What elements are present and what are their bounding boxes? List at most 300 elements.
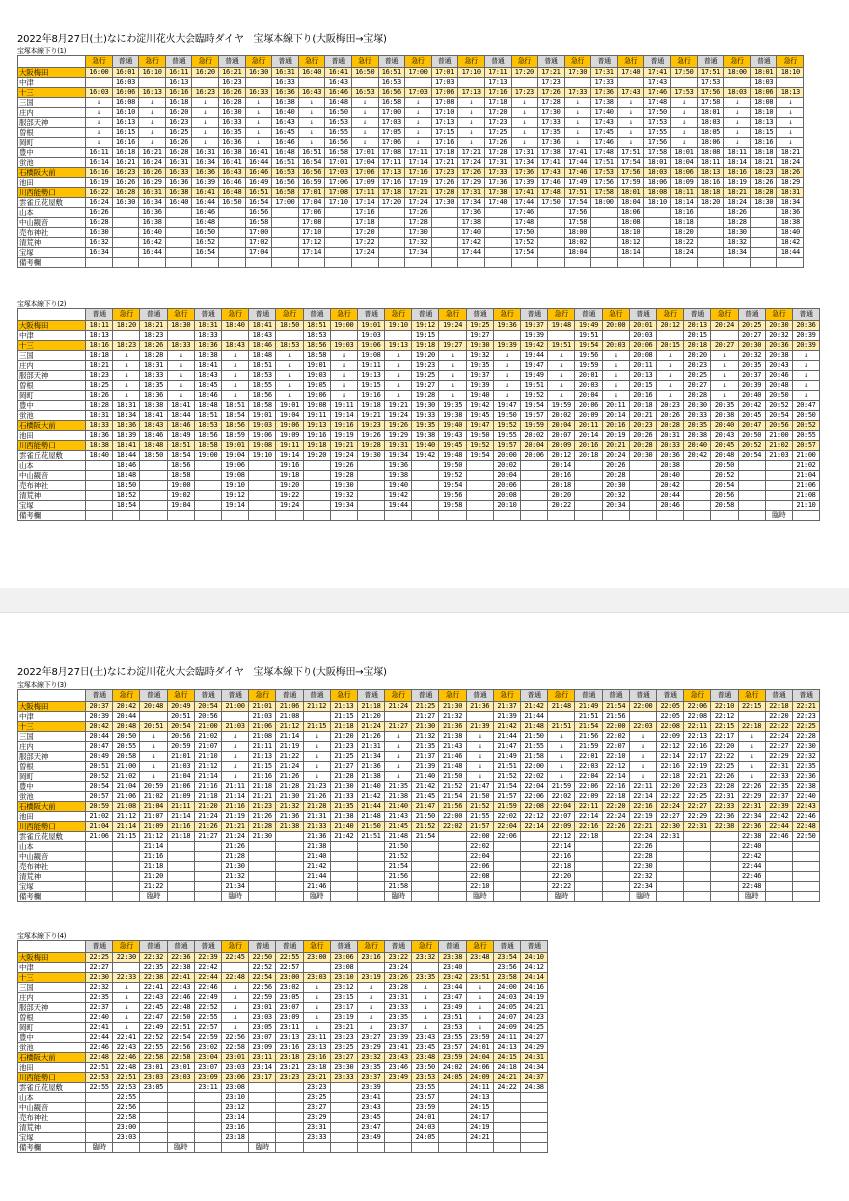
time-cell: 16:43 <box>218 168 245 178</box>
time-cell: 20:52 <box>765 401 792 411</box>
time-cell: 24:37 <box>521 1073 548 1083</box>
time-cell: 17:11 <box>405 148 432 158</box>
time-cell: 16:53 <box>325 118 352 128</box>
time-cell: ↓ <box>276 371 303 381</box>
train-type-cell: 急行 <box>738 690 765 702</box>
note-cell <box>439 1143 466 1153</box>
time-cell: 16:30 <box>218 108 245 118</box>
time-cell: 21:12 <box>113 812 140 822</box>
note-cell <box>548 511 575 521</box>
time-cell: 22:06 <box>521 792 548 802</box>
time-cell: 17:21 <box>458 148 485 158</box>
train-type-cell: 普通 <box>167 941 194 953</box>
time-cell: 17:43 <box>538 168 565 178</box>
time-cell: 19:44 <box>521 351 548 361</box>
train-type-cell: 普通 <box>249 309 276 321</box>
time-cell: 19:38 <box>385 471 412 481</box>
time-cell <box>249 1103 276 1113</box>
time-cell <box>249 842 276 852</box>
time-cell: 21:07 <box>194 742 221 752</box>
train-type-cell: 普通 <box>357 690 384 702</box>
time-cell: 17:34 <box>511 158 538 168</box>
station-name: 蛍池 <box>18 158 86 168</box>
time-cell: 22:24 <box>602 812 629 822</box>
time-cell: 21:16 <box>194 782 221 792</box>
time-cell: 16:46 <box>272 138 299 148</box>
time-cell: ↓ <box>548 391 575 401</box>
time-cell: 23:16 <box>276 1043 303 1053</box>
time-cell <box>521 481 548 491</box>
time-cell <box>521 1113 548 1123</box>
table-row <box>18 973 548 983</box>
time-cell: 23:19 <box>330 1013 357 1023</box>
time-cell: 22:36 <box>792 772 819 782</box>
time-cell: ↓ <box>221 371 248 381</box>
time-cell: 20:51 <box>86 762 113 772</box>
time-cell: ↓ <box>139 138 166 148</box>
time-cell: 22:48 <box>221 973 248 983</box>
time-cell: 18:43 <box>140 421 167 431</box>
time-cell: ↓ <box>564 128 591 138</box>
time-cell: ↓ <box>548 371 575 381</box>
time-cell: 23:05 <box>140 1083 167 1093</box>
time-cell: 17:13 <box>378 168 405 178</box>
time-cell: 21:34 <box>221 882 248 892</box>
time-cell: 21:54 <box>412 832 439 842</box>
time-cell: 20:06 <box>493 481 520 491</box>
train-type-cell: 急行 <box>617 56 644 68</box>
time-cell: 21:16 <box>249 772 276 782</box>
train-type-cell: 普通 <box>357 309 384 321</box>
time-cell: ↓ <box>511 118 538 128</box>
time-cell: 21:32 <box>221 872 248 882</box>
time-cell: 22:22 <box>548 882 575 892</box>
time-cell: ↓ <box>602 371 629 381</box>
time-cell: 18:13 <box>697 168 724 178</box>
time-cell: 18:48 <box>194 401 221 411</box>
time-cell: 16:21 <box>112 158 139 168</box>
time-cell: 21:42 <box>493 722 520 732</box>
time-cell: 23:57 <box>412 1093 439 1103</box>
time-cell: 22:44 <box>86 1033 113 1043</box>
time-cell: 20:32 <box>602 491 629 501</box>
time-cell: ↓ <box>548 351 575 361</box>
time-cell: 23:50 <box>412 1063 439 1073</box>
time-cell: 22:46 <box>792 812 819 822</box>
time-cell: ↓ <box>357 993 384 1003</box>
time-cell: 16:45 <box>272 128 299 138</box>
time-cell: ↓ <box>439 391 466 401</box>
time-cell: 23:16 <box>357 953 384 963</box>
time-cell: 22:49 <box>140 1023 167 1033</box>
time-cell: 20:36 <box>765 341 792 351</box>
time-cell: 17:24 <box>405 198 432 208</box>
time-cell: 17:04 <box>298 198 325 208</box>
time-cell <box>357 852 384 862</box>
time-cell: 17:41 <box>511 188 538 198</box>
time-cell: 24:02 <box>439 1063 466 1073</box>
time-cell: 16:46 <box>245 168 272 178</box>
time-cell: 21:02 <box>765 441 792 451</box>
time-cell: 23:38 <box>439 953 466 963</box>
time-cell: 20:47 <box>738 421 765 431</box>
table-row <box>18 331 820 341</box>
note-cell <box>221 511 248 521</box>
train-type-cell: 急行 <box>412 941 439 953</box>
station-name: 服部天神 <box>18 118 86 128</box>
time-cell: 17:30 <box>405 228 432 238</box>
time-cell: 23:21 <box>303 1073 330 1083</box>
time-cell: 20:50 <box>765 391 792 401</box>
train-type-cell: 普通 <box>644 56 671 68</box>
time-cell: 17:32 <box>405 238 432 248</box>
time-cell: 21:02 <box>113 772 140 782</box>
time-cell <box>303 963 330 973</box>
note-row <box>18 1143 548 1153</box>
time-cell: 17:12 <box>298 238 325 248</box>
time-cell: ↓ <box>405 138 432 148</box>
time-cell: 22:00 <box>521 762 548 772</box>
time-cell: 22:54 <box>249 973 276 983</box>
time-cell <box>385 331 412 341</box>
time-cell: 22:35 <box>86 993 113 1003</box>
time-cell: 20:54 <box>86 782 113 792</box>
time-cell: 23:39 <box>385 1033 412 1043</box>
time-cell: ↓ <box>276 381 303 391</box>
note-cell: 臨時 <box>466 892 493 902</box>
time-cell: 23:40 <box>439 963 466 973</box>
time-cell: 24:15 <box>493 1053 520 1063</box>
time-cell: 17:19 <box>405 178 432 188</box>
time-cell: 18:29 <box>777 178 804 188</box>
time-cell: 21:30 <box>221 862 248 872</box>
time-cell: 22:31 <box>711 792 738 802</box>
time-cell: 20:07 <box>548 431 575 441</box>
time-cell: ↓ <box>167 351 194 361</box>
time-cell <box>276 862 303 872</box>
time-cell: 22:12 <box>548 832 575 842</box>
time-cell: 21:28 <box>249 822 276 832</box>
train-type-cell: 普通 <box>194 309 221 321</box>
time-cell: 21:36 <box>439 722 466 732</box>
time-cell: 23:16 <box>221 1123 248 1133</box>
station-name: 池田 <box>18 178 86 188</box>
time-cell: 22:39 <box>765 802 792 812</box>
time-cell: 18:43 <box>221 341 248 351</box>
time-cell: 17:06 <box>351 168 378 178</box>
time-cell: ↓ <box>548 381 575 391</box>
time-cell: 23:45 <box>357 1113 384 1123</box>
time-cell: 21:21 <box>249 792 276 802</box>
time-cell <box>711 862 738 872</box>
time-cell: 19:34 <box>385 451 412 461</box>
time-cell: 22:52 <box>140 1033 167 1043</box>
time-cell: 20:20 <box>684 351 711 361</box>
time-cell: 17:30 <box>538 108 565 118</box>
time-cell: ↓ <box>405 128 432 138</box>
time-cell: 17:31 <box>511 148 538 158</box>
time-cell: 19:19 <box>330 431 357 441</box>
time-cell: 19:16 <box>357 391 384 401</box>
station-name: 大阪梅田 <box>18 321 86 331</box>
time-cell <box>167 1103 194 1113</box>
time-cell <box>385 1123 412 1133</box>
time-cell <box>140 712 167 722</box>
table-row <box>18 882 820 892</box>
time-cell: 19:11 <box>330 401 357 411</box>
time-cell: 22:12 <box>602 762 629 772</box>
time-cell: 19:54 <box>521 401 548 411</box>
time-cell <box>656 882 683 892</box>
time-cell: 19:18 <box>276 471 303 481</box>
time-cell: 17:13 <box>458 88 485 98</box>
time-cell: 18:38 <box>140 401 167 411</box>
time-cell <box>738 481 765 491</box>
time-cell: 18:03 <box>724 88 751 98</box>
train-type-cell: 急行 <box>511 56 538 68</box>
time-cell: 22:43 <box>140 993 167 1003</box>
time-cell: ↓ <box>629 742 656 752</box>
time-cell <box>575 491 602 501</box>
time-cell <box>221 712 248 722</box>
time-cell <box>165 248 192 258</box>
note-cell <box>165 258 192 268</box>
station-name: 宝塚 <box>18 501 86 511</box>
time-cell: 17:51 <box>564 188 591 198</box>
time-cell: 23:57 <box>439 1043 466 1053</box>
time-cell: 23:29 <box>303 1113 330 1123</box>
time-cell: 16:20 <box>165 108 192 118</box>
time-cell: 22:05 <box>656 702 683 712</box>
time-cell: 16:38 <box>165 188 192 198</box>
time-cell <box>272 238 299 248</box>
time-cell: 21:30 <box>439 702 466 712</box>
time-cell: 24:12 <box>521 963 548 973</box>
time-cell: 23:07 <box>276 1003 303 1013</box>
station-name: 中津 <box>18 78 86 88</box>
time-cell <box>330 1083 357 1093</box>
note-cell <box>303 1143 330 1153</box>
time-cell: 19:24 <box>330 451 357 461</box>
station-name: 山本 <box>18 842 86 852</box>
time-cell: 16:46 <box>192 208 219 218</box>
time-cell <box>644 248 671 258</box>
time-cell: 22:00 <box>439 812 466 822</box>
time-cell: ↓ <box>711 351 738 361</box>
note-cell <box>511 258 538 268</box>
time-cell: 21:03 <box>765 451 792 461</box>
time-cell <box>140 1093 167 1103</box>
time-cell: 22:51 <box>167 1023 194 1033</box>
time-cell <box>385 1113 412 1123</box>
time-cell: 18:19 <box>724 178 751 188</box>
time-cell <box>738 471 765 481</box>
time-cell: 16:51 <box>298 148 325 158</box>
time-cell <box>575 862 602 872</box>
table-row <box>18 712 820 722</box>
note-cell <box>777 258 804 268</box>
time-cell: 23:41 <box>385 1043 412 1053</box>
table-row <box>18 198 804 208</box>
time-cell <box>113 963 140 973</box>
time-cell <box>139 78 166 88</box>
time-cell: 18:56 <box>303 341 330 351</box>
time-cell: 21:42 <box>521 702 548 712</box>
time-cell <box>511 78 538 88</box>
time-cell: 17:10 <box>458 68 485 78</box>
time-cell: 20:15 <box>684 331 711 341</box>
time-cell: 21:38 <box>357 772 384 782</box>
time-cell <box>602 872 629 882</box>
time-cell: 17:44 <box>511 198 538 208</box>
time-cell: 21:06 <box>276 702 303 712</box>
time-cell: ↓ <box>671 108 698 118</box>
time-cell: 21:57 <box>466 822 493 832</box>
time-cell: 19:44 <box>385 501 412 511</box>
time-cell <box>738 712 765 722</box>
time-cell <box>644 218 671 228</box>
time-cell: 22:31 <box>765 762 792 772</box>
time-cell: 22:58 <box>221 1043 248 1053</box>
time-cell: ↓ <box>167 361 194 371</box>
time-cell <box>724 78 751 88</box>
table-row <box>18 802 820 812</box>
time-cell: 19:30 <box>330 481 357 491</box>
time-cell: ↓ <box>330 381 357 391</box>
time-cell: 21:22 <box>140 882 167 892</box>
time-cell: 21:38 <box>330 812 357 822</box>
time-cell <box>303 471 330 481</box>
time-cell: 21:18 <box>249 782 276 792</box>
time-cell: 17:50 <box>644 108 671 118</box>
time-cell: 21:24 <box>221 832 248 842</box>
time-cell <box>140 461 167 471</box>
time-cell: ↓ <box>629 732 656 742</box>
time-cell: 22:56 <box>113 1103 140 1113</box>
time-cell: 23:32 <box>412 953 439 963</box>
time-cell: 18:24 <box>777 158 804 168</box>
time-cell: 17:54 <box>617 158 644 168</box>
train-type-cell: 急行 <box>221 309 248 321</box>
time-cell: 18:08 <box>644 188 671 198</box>
time-cell: 21:50 <box>466 792 493 802</box>
time-cell: 18:24 <box>671 248 698 258</box>
table-row <box>18 1063 548 1073</box>
time-cell: 21:40 <box>303 852 330 862</box>
time-cell: 16:20 <box>192 68 219 78</box>
time-cell: 22:58 <box>167 1053 194 1063</box>
note-label: 備考欄 <box>18 511 86 521</box>
time-cell: 20:28 <box>684 391 711 401</box>
time-cell <box>711 852 738 862</box>
time-cell: 21:26 <box>357 732 384 742</box>
train-type-cell: 普通 <box>538 56 565 68</box>
time-cell <box>330 1093 357 1103</box>
time-cell: 21:34 <box>357 752 384 762</box>
time-cell: 19:03 <box>330 341 357 351</box>
time-cell: 20:42 <box>684 451 711 461</box>
time-cell: 18:41 <box>167 401 194 411</box>
time-cell: 23:39 <box>357 1083 384 1093</box>
time-cell: 18:58 <box>249 401 276 411</box>
time-cell: 22:23 <box>792 712 819 722</box>
time-cell: 20:30 <box>602 481 629 491</box>
time-cell: 21:02 <box>194 732 221 742</box>
time-cell: 18:44 <box>167 411 194 421</box>
time-cell: 16:03 <box>112 78 139 88</box>
time-cell: 16:31 <box>272 68 299 78</box>
station-name: 豊中 <box>18 1033 86 1043</box>
time-cell: 22:56 <box>249 983 276 993</box>
time-cell: 21:48 <box>548 702 575 712</box>
time-cell: ↓ <box>221 993 248 1003</box>
time-cell: 24:38 <box>521 1083 548 1093</box>
time-cell: 16:41 <box>218 158 245 168</box>
time-cell: 22:14 <box>521 822 548 832</box>
time-cell: 21:02 <box>140 792 167 802</box>
train-type-cell: 普通 <box>738 309 765 321</box>
table-row <box>18 953 548 963</box>
time-cell: 20:36 <box>656 451 683 461</box>
time-cell: 18:44 <box>113 451 140 461</box>
time-cell: 20:57 <box>792 441 819 451</box>
time-cell: 19:51 <box>521 381 548 391</box>
time-cell: 22:21 <box>792 702 819 712</box>
table-row <box>18 862 820 872</box>
time-cell: ↓ <box>617 118 644 128</box>
table-row <box>18 471 820 481</box>
time-cell <box>276 1093 303 1103</box>
time-cell: 21:38 <box>439 732 466 742</box>
note-cell <box>521 1143 548 1153</box>
time-cell: 20:52 <box>792 421 819 431</box>
time-cell: 17:00 <box>245 228 272 238</box>
time-cell: ↓ <box>738 732 765 742</box>
time-cell: 21:21 <box>221 822 248 832</box>
time-cell: 20:51 <box>167 712 194 722</box>
time-cell: 18:56 <box>167 461 194 471</box>
time-cell: 16:56 <box>378 88 405 98</box>
time-cell: 21:59 <box>548 782 575 792</box>
train-type-cell: 急行 <box>86 56 113 68</box>
time-cell: 18:03 <box>644 168 671 178</box>
time-cell: 18:23 <box>750 168 777 178</box>
time-cell: 21:45 <box>385 822 412 832</box>
time-cell: 17:03 <box>405 88 432 98</box>
time-cell: ↓ <box>245 138 272 148</box>
time-cell: 22:18 <box>548 862 575 872</box>
time-cell: 17:15 <box>431 128 458 138</box>
time-cell: 20:42 <box>738 401 765 411</box>
train-type-cell: 普通 <box>697 56 724 68</box>
time-cell: 20:33 <box>656 441 683 451</box>
time-cell: 21:42 <box>303 862 330 872</box>
time-cell: 18:55 <box>249 381 276 391</box>
train-type-cell: 普通 <box>466 309 493 321</box>
time-cell <box>276 832 303 842</box>
time-cell <box>750 208 777 218</box>
time-cell: 24:31 <box>521 1053 548 1063</box>
time-cell: 23:27 <box>357 1033 384 1043</box>
time-cell <box>493 872 520 882</box>
time-cell: ↓ <box>564 118 591 128</box>
table-row <box>18 1093 548 1103</box>
time-cell: 16:25 <box>165 128 192 138</box>
time-cell <box>412 461 439 471</box>
note-cell <box>194 892 221 902</box>
time-cell: 19:35 <box>466 361 493 371</box>
station-name: 十三 <box>18 722 86 732</box>
